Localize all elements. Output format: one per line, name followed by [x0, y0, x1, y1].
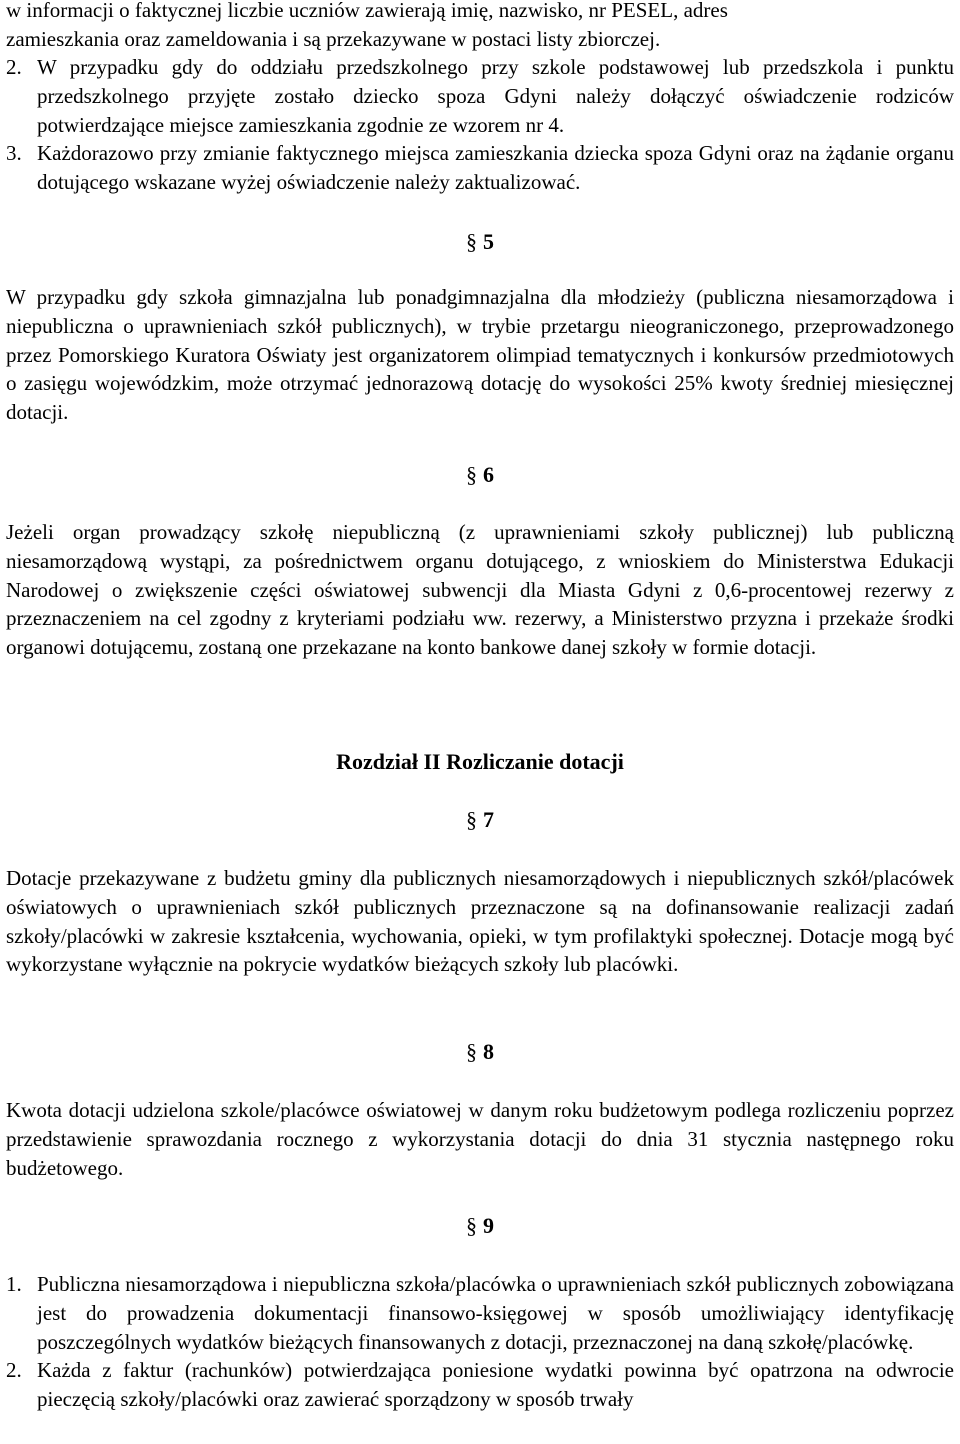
section-9-list	[6, 1270, 954, 1414]
section-heading-5	[6, 228, 954, 257]
section-number: 7	[483, 807, 494, 832]
section-number: 5	[483, 229, 494, 254]
chapter-heading: Rozdział II Rozliczanie dotacji	[336, 749, 624, 774]
list-item	[6, 139, 954, 197]
list-item-number: 1.	[6, 1272, 22, 1296]
section-number: 6	[483, 462, 494, 487]
section-symbol: §	[466, 1213, 477, 1238]
list-item-text: Każdorazowo przy zmianie faktycznego miejsca zamieszkania dziecka spoza Gdyni oraz na żądanie organu dotującego wskazane wyżej oświadczenie należy zaktualizować.	[37, 141, 954, 195]
continuation-line-1: w informacji o faktycznej liczbie uczniów zawierają imię, nazwisko, nr PESEL, adres	[6, 0, 728, 22]
section-symbol: §	[466, 807, 477, 832]
list-item	[6, 53, 954, 139]
list-item-number: 2.	[6, 55, 22, 79]
section-symbol: §	[466, 1039, 477, 1064]
list-item-number: 2.	[6, 1358, 22, 1383]
paragraph: Dotacje przekazywane z budżetu gminy dla publicznych niesamorządowych i niepublicznych szkół/placówek oświatowych o uprawnieniach szkół publicznych przeznaczone są na dofinansowanie realizacji zadań szkoły/placówki w zakresie kształcenia, wychowania, opieki, w tym profilaktyki społecznej. Dotacje mogą być wykorzystane wyłącznie na pokrycie wydatków bieżących szkoły lub placówki.	[6, 866, 954, 977]
list-item-text: W przypadku gdy do oddziału przedszkolnego przy szkole podstawowej lub przedszkola i punktu przedszkolnego przyjęte zostało dziecko spoza Gdyni należy dołączyć oświadczenie rodziców potwierdzające miejsce zamieszkania zgodnie ze wzorem nr 4.	[37, 55, 954, 137]
paragraph: W przypadku gdy szkoła gimnazjalna lub ponadgimnazjalna dla młodzieży (publiczna niesamorządowa i niepubliczna o uprawnieniach szkół publicznych), w trybie przetargu nieograniczonego, przeprowadzonego przez Pomorskiego Kuratora Oświaty jest organizatorem olimpiad tematycznych i konkursów przedmiotowych o zasięgu wojewódzkim, może otrzymać jednorazową dotację do wysokości 25% kwoty średniej miesięcznej dotacji.	[6, 285, 954, 425]
list-item-text: Każda z faktur (rachunków) potwierdzająca poniesione wydatki powinna być opatrzona na odwrocie pieczęcią szkoły/placówki oraz zawierać sporządzony w sposób trwały	[37, 1358, 954, 1412]
list-item	[6, 1356, 954, 1414]
section-6-body	[6, 518, 954, 662]
continuation-paragraph	[6, 0, 954, 54]
list-item-number: 3.	[6, 141, 22, 166]
section-heading-7	[6, 806, 954, 835]
continuation-line-2: zamieszkania oraz zameldowania i są przekazywane w postaci listy zbiorczej.	[6, 26, 661, 51]
section-symbol: §	[466, 462, 477, 487]
section-symbol: §	[466, 229, 477, 254]
section-7-body	[6, 864, 954, 979]
paragraph: Jeżeli organ prowadzący szkołę niepubliczną (z uprawnieniami szkoły publicznej) lub publiczną niesamorządową wystąpi, za pośrednictwem organu dotującego, z wnioskiem do Ministerstwa Edukacji Narodowej o zwiększenie części oświatowej subwencji dla Miasta Gdyni z 0,6-procentowej rezerwy z przeznaczeniem na cel zgodny z kryteriami podziału ww. rezerwy, a Ministerstwo przyzna i przekaże środki organowi dotującemu, zostaną one przekazane na konto bankowe danej szkoły w formie dotacji.	[6, 520, 954, 660]
list-item-text: Publiczna niesamorządowa i niepubliczna szkoła/placówka o uprawnieniach szkół publicznych zobowiązana jest do prowadzenia dokumentacji finansowo-księgowej w sposób umożliwiający identyfikację poszczególnych wydatków bieżących finansowanych z dotacji, przeznaczonej na daną szkołę/placówkę.	[37, 1272, 954, 1354]
numbered-list-top	[6, 53, 954, 197]
section-5-body	[6, 283, 954, 427]
paragraph: Kwota dotacji udzielona szkole/placówce oświatowej w danym roku budżetowym podlega rozliczeniu poprzez przedstawienie sprawozdania rocznego z wykorzystania dotacji do dnia 31 stycznia następnego roku budżetowego.	[6, 1098, 954, 1180]
list-item	[6, 1270, 954, 1356]
section-heading-6	[6, 461, 954, 490]
section-heading-8	[6, 1038, 954, 1067]
section-8-body	[6, 1096, 954, 1182]
section-number: 9	[483, 1213, 494, 1238]
section-heading-9	[6, 1212, 954, 1241]
section-number: 8	[483, 1039, 494, 1064]
